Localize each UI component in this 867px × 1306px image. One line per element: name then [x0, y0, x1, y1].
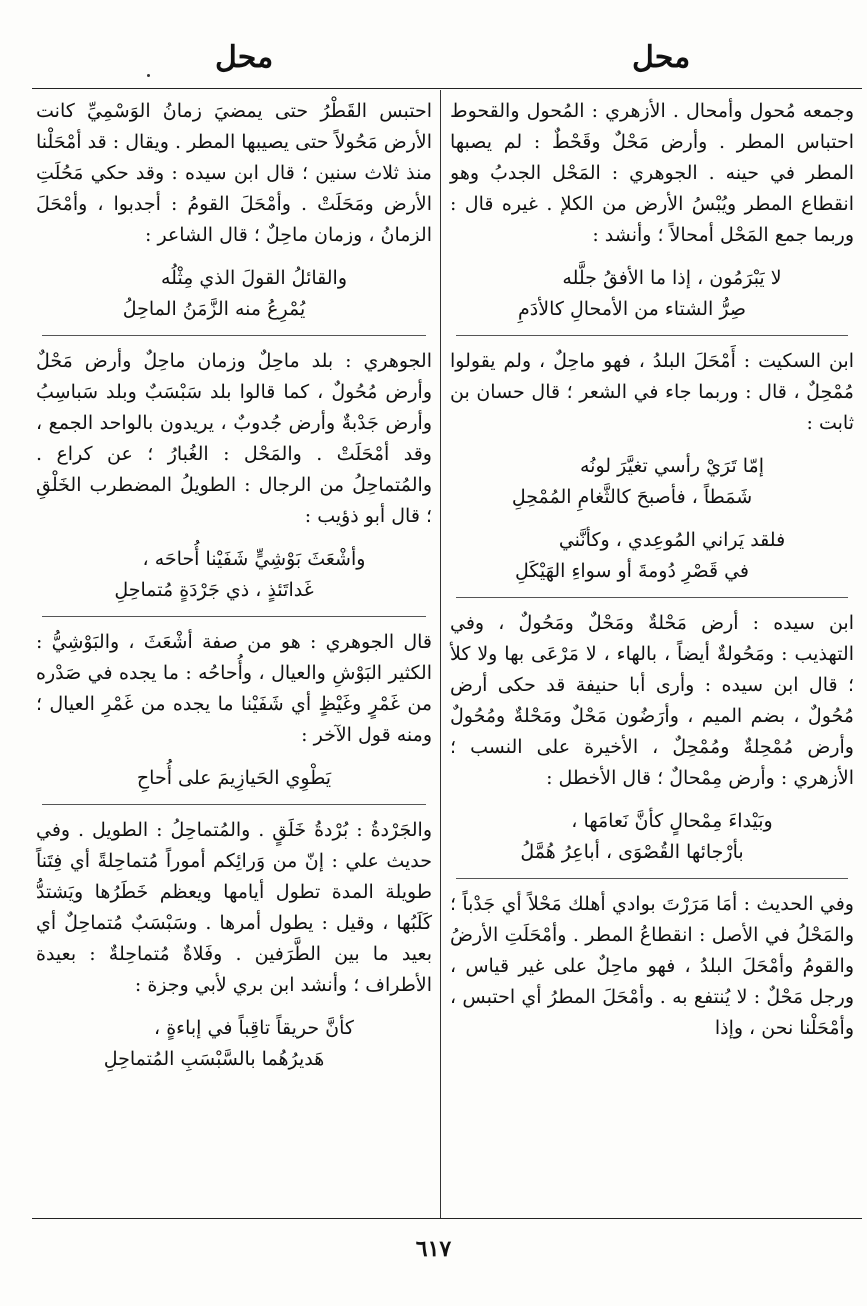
verse-hemistich: إمّا تَرَيْ رأسي تغيَّرَ لونُه — [579, 455, 764, 477]
verse-hemistich: غَداتَئذٍ ، ذي جَرْدَةٍ مُتماحِلِ — [114, 579, 314, 601]
paragraph: وجمعه مُحول وأمحال . الأزهري : المُحول والقحوط احتباس المطر . وأرض مَحْلٌ وقَحْطٌ : لم يصبها المطر في حينه . الجوهري : المَحْل الجدبُ وهو انقطاع المطر ويُبْسُ الأرض من الكلإ . غيره قال : وربما جمع المَحْل أمحالاً ؛ وأنشد : — [450, 100, 854, 246]
verse-hemistich: فلقد يَراني المُوعِدي ، وكأنَّني — [558, 529, 786, 551]
paragraph: وفي الحديث : أمَا مَرَرْتَ بوادي أهلك مَحْلاً أي جَدْباً ؛ والمَحْلُ في الأصل : انقطاعُ المطر . وأمْحَلَتِ الأرضُ والقومُ وأمْحَلَ البلدُ ، فهو ماحِلٌ على غير قياس ، ورجل مَحْلٌ : لا يُنتفع به . وأمْحَلَ المطرُ أي احتبس ، وأمْحَلْنا نحن ، وإذا — [450, 893, 854, 1039]
paragraph: قال الجوهري : هو من صفة أشْعَثَ ، والبَوْشِيُّ : الكثير البَوْشِ والعيال ، وأُحاحُه : ما يجده في صَدْره من غَمْرٍ وغَيْظٍ أي شَفَيْنا ما يجده من غَمْرِ العيال ؛ ومنه قول الآخر : — [36, 631, 432, 746]
verse — [36, 544, 432, 606]
verse-hemistich: يُمْرِعُ منه الزَّمَنُ الماحِلُ — [122, 298, 306, 320]
section-separator — [456, 335, 848, 336]
verse-hemistich: والقائلُ القولَ الذي مِثْلُه — [160, 267, 348, 289]
paragraph: والجَرْدةُ : بُرْدةُ خَلَقٍ . والمُتماحِلُ : الطويل . وفي حديث علي : إنّ من وَرائِكم أموراً مُتماحِلةً أي فِتَناً طويلة المدة تطول أيامها ويعظم خَطَرُها ويَشتدُّ كَلَبُها ، وقيل : يطول أمرها . وسَبْسَبٌ مُتماحِلٌ أي بعيد ما بين الطَّرَفين . وفَلاةٌ مُتماحِلةٌ : بعيدة الأطراف ؛ وأنشد ابن بري لأبي وجزة : — [36, 819, 432, 996]
paragraph: احتبس القَطْرُ حتى يمضيَ زمانُ الوَسْمِيِّ كانت الأرض مَحُولاً حتى يصيبها المطر . ويقال : قد أمْحَلْنا منذ ثلاث سنين ؛ قال ابن سيده : وقد حكي مَحُلَتِ الأرض ومَحَلَتْ . وأمْحَلَ القومُ : أجدبوا ، وأمْحَلَ الزمانُ ، وزمان ماحِلٌ ؛ قال الشاعر : — [36, 100, 432, 246]
section-separator — [456, 597, 848, 598]
verse — [36, 763, 432, 794]
verse-hemistich: صِرُّ الشتاء من الأمحالِ كالأدَمِ — [518, 298, 746, 320]
section-separator — [42, 804, 426, 805]
verse-hemistich: هَديرُهُما بالسَّبْسَبِ المُتماحِلِ — [103, 1048, 325, 1070]
verse — [36, 1013, 432, 1075]
verse-hemistich: يَطْوِي الحَيازِيمَ على أُحاحِ — [136, 767, 332, 789]
section-separator — [42, 335, 426, 336]
right-column — [450, 96, 854, 1046]
section-separator — [456, 878, 848, 879]
verse-hemistich: وبَيْداءَ مِمْحالٍ كأنَّ نَعامَها ، — [571, 810, 773, 832]
verse-hemistich: وأشْعَثَ بَوْشِيٍّ شَفَيْنا أُحاحَه ، — [142, 548, 366, 570]
verse — [450, 263, 854, 325]
header-rule — [32, 88, 862, 89]
page-number: ٦١٧ — [415, 1236, 452, 1262]
verse-hemistich: شَمَطاً ، فأصبحَ كالثَّغامِ المُمْحِلِ — [511, 486, 753, 508]
paragraph: ابن سيده : أرض مَحْلةٌ ومَحْلٌ ومَحُولٌ ، وفي التهذيب : ومَحُولةٌ أيضاً ، بالهاء ، لا مَرْعَى بها ولا كلأ ؛ قال ابن سيده : وأرى أبا حنيفة قد حكى أرض مُحُولٌ ، بضم الميم ، وأرَضُون مَحْلٌ ومَحْلةٌ ومُحُولٌ وأرض مُمْحِلةٌ ومُمْحِلٌ ، الأخيرة على النسب ؛ الأزهري : وأرض مِمْحالٌ ؛ قال الأخطل : — [450, 612, 854, 789]
verse-hemistich: كأنَّ حريقاً تاقِباً في إباءةٍ ، — [154, 1017, 354, 1039]
running-head-left: محل — [215, 40, 274, 75]
verse — [36, 263, 432, 325]
paragraph: الجوهري : بلد ماحِلٌ وزمان ماحِلٌ وأرض مَحْلٌ وأرض مُحُولٌ ، كما قالوا بلد سَبْسَبٌ وبلد سَباسِبُ وأرض جَدْبةٌ وأرض جُدوبٌ ، يريدون بالواحد الجمع ، وقد أمْحَلَتْ . والمَحْل : الغُبارُ ؛ عن كراع . والمُتماحِلُ من الرجال : الطويلُ المضطرب الخَلْقِ ؛ قال أبو ذؤيب : — [36, 350, 432, 527]
left-column — [36, 96, 432, 1085]
verse-hemistich: لا يَبْرَمُون ، إذا ما الأفقُ جلَّله — [562, 267, 782, 289]
verse — [450, 806, 854, 868]
verse — [450, 451, 854, 513]
section-separator — [42, 616, 426, 617]
running-head-right: محل — [632, 40, 691, 75]
print-speck — [147, 74, 150, 77]
verse — [450, 525, 854, 587]
verse-hemistich: بأرْجائها القُصْوَى ، أباعِرُ هُمَّلُ — [520, 841, 744, 863]
footer-rule — [32, 1218, 862, 1219]
verse-hemistich: في قَصْرِ دُومةَ أو سواءِ الهَيْكَلِ — [514, 560, 749, 582]
column-divider — [440, 90, 441, 1218]
paragraph: ابن السكيت : أَمْحَلَ البلدُ ، فهو ماحِلٌ ، ولم يقولوا مُمْحِلٌ ، قال : وربما جاء في الشعر ؛ قال حسان بن ثابت : — [450, 350, 854, 434]
